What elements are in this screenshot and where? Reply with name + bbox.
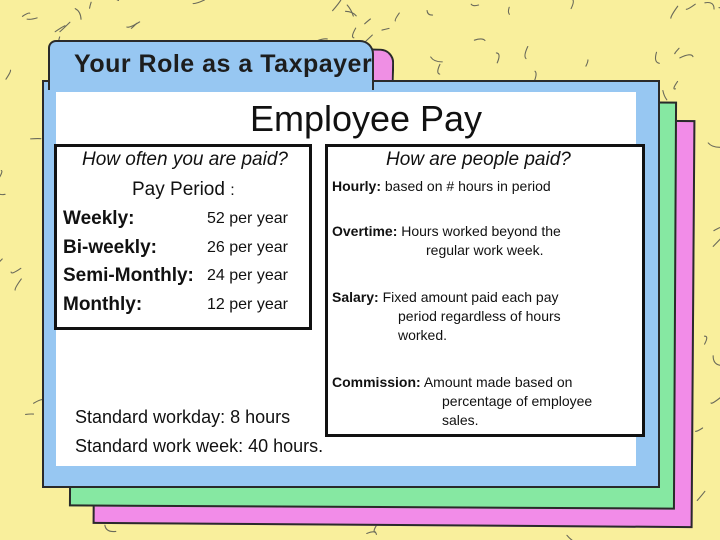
commission-term: Commission: bbox=[332, 374, 421, 390]
squiggle bbox=[711, 397, 720, 403]
monthly-value: 12 per year bbox=[207, 296, 288, 313]
squiggle bbox=[15, 279, 21, 290]
commission-definition: Commission: Amount made based on percentage of employee sales. bbox=[332, 374, 593, 428]
biweekly-label: Bi-weekly: bbox=[63, 237, 157, 258]
squiggle bbox=[686, 4, 695, 9]
squiggle bbox=[333, 0, 341, 10]
folder-tab-label: Your Role as a Taxpayer bbox=[74, 50, 373, 78]
squiggle bbox=[90, 2, 92, 8]
squiggle bbox=[714, 227, 720, 231]
page-title: Employee Pay bbox=[249, 98, 483, 139]
squiggle bbox=[697, 491, 705, 500]
weekly-value: 52 per year bbox=[207, 210, 288, 227]
squiggle bbox=[0, 259, 2, 267]
squiggle bbox=[655, 52, 659, 63]
overtime-definition: Overtime: Hours worked beyond the regular work week. bbox=[332, 223, 561, 258]
squiggle bbox=[571, 0, 573, 9]
squiggle bbox=[427, 11, 432, 15]
squiggle bbox=[713, 356, 719, 365]
squiggle bbox=[708, 143, 719, 147]
squiggle bbox=[675, 48, 679, 53]
squiggle bbox=[27, 18, 37, 19]
squiggle bbox=[713, 239, 720, 247]
semimonthly-label: Semi-Monthly: bbox=[63, 265, 194, 286]
squiggle bbox=[193, 0, 204, 4]
squiggle bbox=[696, 428, 703, 431]
squiggle bbox=[6, 70, 11, 79]
squiggle bbox=[674, 81, 678, 88]
squiggle bbox=[60, 22, 70, 31]
salary-definition: Salary: Fixed amount paid each pay period regardless of hours worked. bbox=[332, 289, 561, 343]
squiggle bbox=[0, 171, 2, 183]
squiggle bbox=[508, 7, 509, 14]
squiggle bbox=[365, 19, 371, 24]
squiggle bbox=[75, 9, 81, 20]
squiggle bbox=[346, 11, 357, 16]
squiggle bbox=[105, 525, 116, 531]
squiggle bbox=[671, 6, 678, 18]
semimonthly-value: 24 per year bbox=[207, 267, 288, 284]
left-question: How often you are paid? bbox=[82, 149, 288, 170]
squiggle bbox=[525, 47, 528, 59]
squiggle bbox=[704, 336, 706, 344]
weekly-label: Weekly: bbox=[63, 208, 135, 229]
squiggle bbox=[395, 13, 399, 21]
salary-term: Salary: bbox=[332, 289, 379, 305]
squiggle bbox=[471, 4, 478, 5]
right-question: How are people paid? bbox=[386, 149, 571, 170]
squiggle bbox=[496, 53, 499, 63]
standard-workweek: Standard work week: 40 hours. bbox=[75, 436, 324, 456]
overtime-term: Overtime: bbox=[332, 223, 398, 239]
squiggle bbox=[382, 28, 389, 30]
squiggle bbox=[431, 57, 443, 62]
squiggle bbox=[474, 39, 485, 41]
standard-workday: Standard workday: 8 hours bbox=[75, 407, 291, 427]
squiggle bbox=[353, 28, 356, 38]
monthly-label: Monthly: bbox=[63, 294, 143, 315]
squiggle bbox=[438, 64, 440, 74]
squiggle bbox=[705, 3, 714, 10]
squiggle bbox=[0, 189, 5, 194]
pay-period-heading: Pay Period : bbox=[132, 179, 235, 200]
squiggle bbox=[11, 268, 21, 273]
squiggle bbox=[22, 13, 29, 16]
squiggle bbox=[680, 55, 693, 58]
squiggle bbox=[586, 60, 588, 66]
hourly-term: Hourly: bbox=[332, 178, 381, 194]
squiggle bbox=[374, 525, 377, 532]
biweekly-value: 26 per year bbox=[207, 239, 288, 256]
squiggle bbox=[567, 535, 574, 540]
hourly-definition: Hourly: based on # hours in period bbox=[332, 178, 551, 194]
squiggle bbox=[347, 5, 353, 16]
